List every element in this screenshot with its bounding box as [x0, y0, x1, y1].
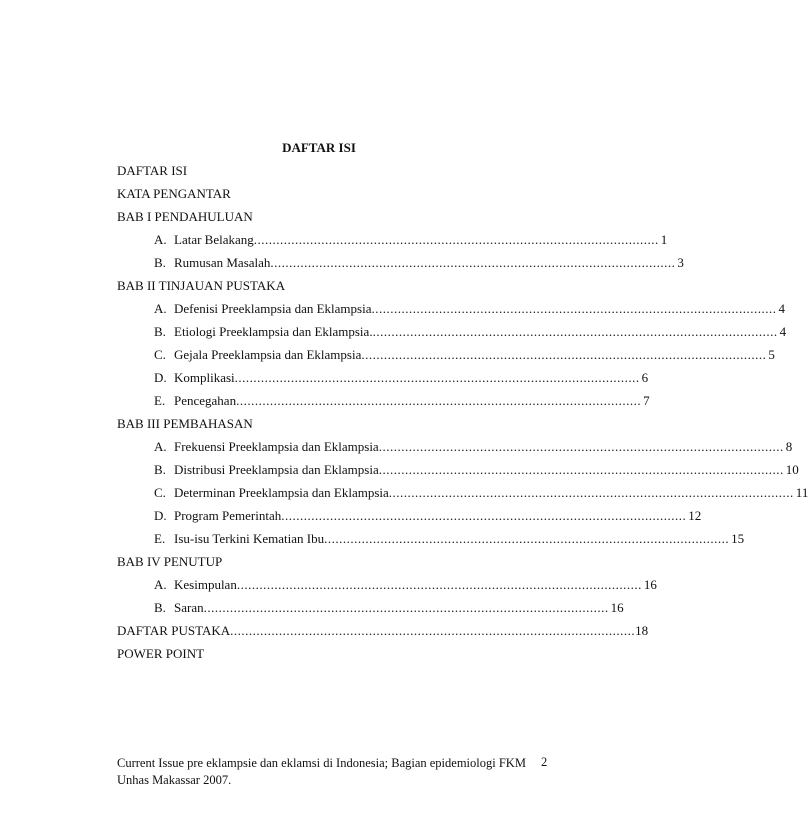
toc-item	[154, 485, 808, 501]
toc-item-page: 11	[795, 485, 808, 500]
leader-dots: ............................................................................................................	[230, 623, 636, 638]
page-title: DAFTAR ISI	[282, 140, 356, 155]
toc-item-page: 7	[643, 393, 650, 408]
toc-item	[154, 324, 787, 340]
toc-item-page: 5	[768, 347, 775, 362]
toc-item	[154, 393, 650, 409]
toc-item-text: Saran	[174, 600, 204, 615]
toc-kata-pengantar: KATA PENGANTAR	[117, 186, 231, 201]
toc-item-text: Defenisi Preeklampsia dan Eklampsia	[174, 301, 372, 316]
leader-dots: ............................................................................................................	[378, 439, 784, 454]
toc-item	[154, 301, 785, 317]
toc-item-page: 16	[643, 577, 657, 592]
toc-item	[154, 577, 657, 593]
leader-dots: ............................................................................................................	[236, 577, 642, 592]
toc-item-page: 1	[660, 232, 668, 247]
toc-item	[154, 600, 624, 616]
leader-dots: ............................................................................................................	[253, 232, 659, 247]
toc-item-letter: E.	[154, 393, 166, 408]
toc-item-page: 8	[785, 439, 793, 454]
toc-item-letter: B.	[154, 462, 166, 477]
toc-item	[154, 462, 799, 478]
leader-dots: ............................................................................................................	[371, 301, 777, 316]
leader-dots: ............................................................................................................	[361, 347, 767, 362]
toc-item-page: 6	[641, 370, 649, 385]
toc-item-letter: A.	[154, 439, 167, 454]
toc-item	[154, 370, 649, 386]
toc-item-letter: C.	[154, 347, 166, 362]
toc-item-text: Kesimpulan	[174, 577, 237, 592]
toc-item-text: Determinan Preeklampsia dan Eklampsia	[174, 485, 389, 500]
toc-item-page: 4	[778, 301, 785, 316]
toc-item-text: Komplikasi	[174, 370, 235, 385]
toc-item-letter: D.	[154, 370, 167, 385]
toc-item	[154, 255, 684, 271]
toc-item	[154, 439, 793, 455]
toc-item-page: 16	[610, 600, 624, 615]
leader-dots: ............................................................................................................	[372, 324, 778, 339]
toc-item-letter: D.	[154, 508, 167, 523]
toc-item	[154, 508, 702, 524]
toc-bab2-heading: BAB II TINJAUAN PUSTAKA	[117, 278, 286, 293]
leader-dots: ............................................................................................................	[236, 393, 642, 408]
toc-item-text: Gejala Preeklampsia dan Eklampsia	[174, 347, 362, 362]
leader-dots: ............................................................................................................	[270, 255, 676, 270]
leader-dots: ............................................................................................................	[281, 508, 687, 523]
toc-item	[154, 347, 775, 363]
leader-dots: ............................................................................................................	[378, 462, 784, 477]
toc-item-letter: E.	[154, 531, 166, 546]
footer-text: Current Issue pre eklampsie dan eklamsi di Indonesia; Bagian epidemiologi FKM Unhas Makassar 2007.	[117, 756, 526, 787]
toc-item-text: Isu-isu Terkini Kematian Ibu	[174, 531, 325, 546]
toc-item-letter: A.	[154, 232, 167, 247]
leader-dots: ............................................................................................................	[324, 531, 730, 546]
leader-dots: ............................................................................................................	[203, 600, 609, 615]
toc-power-point: POWER POINT	[117, 646, 205, 661]
toc-bab4-heading: BAB IV PENUTUP	[117, 554, 223, 569]
toc-item-text: DAFTAR PUSTAKA	[117, 623, 231, 638]
toc-item-text: Distribusi Preeklampsia dan Eklampsia	[174, 462, 379, 477]
toc-item-text: Frekuensi Preeklampsia dan Eklampsia	[174, 439, 379, 454]
toc-item-letter: B.	[154, 255, 166, 270]
toc-item-letter: C.	[154, 485, 166, 500]
toc-bab1-heading: BAB I PENDAHULUAN	[117, 209, 253, 224]
toc-item	[154, 232, 668, 248]
leader-dots: ............................................................................................................	[388, 485, 794, 500]
toc-item-page: 18	[635, 623, 649, 638]
toc-item	[154, 531, 745, 547]
leader-dots: ............................................................................................................	[234, 370, 640, 385]
toc-bab3-heading: BAB III PEMBAHASAN	[117, 416, 253, 431]
toc-item-page: 3	[677, 255, 684, 270]
toc-item-page: 4	[779, 324, 787, 339]
toc-item-text: Latar Belakang	[174, 232, 254, 247]
page-number: 2	[541, 755, 548, 769]
toc-item-text: Etiologi Preeklampsia dan Eklampsia.	[174, 324, 373, 339]
toc-item-text: Pencegahan	[174, 393, 237, 408]
toc-item-text: Rumusan Masalah	[174, 255, 271, 270]
toc-daftar-isi: DAFTAR ISI	[117, 163, 188, 178]
toc-item-page: 15	[731, 531, 745, 546]
toc-item-letter: A.	[154, 301, 167, 316]
toc-item-page: 12	[688, 508, 702, 523]
toc-daftar-pustaka	[117, 623, 649, 639]
toc-item-page: 10	[785, 462, 799, 477]
toc-item-text: Program Pemerintah	[174, 508, 282, 523]
toc-item-letter: A.	[154, 577, 167, 592]
toc-item-letter: B.	[154, 600, 166, 615]
toc-item-letter: B.	[154, 324, 166, 339]
